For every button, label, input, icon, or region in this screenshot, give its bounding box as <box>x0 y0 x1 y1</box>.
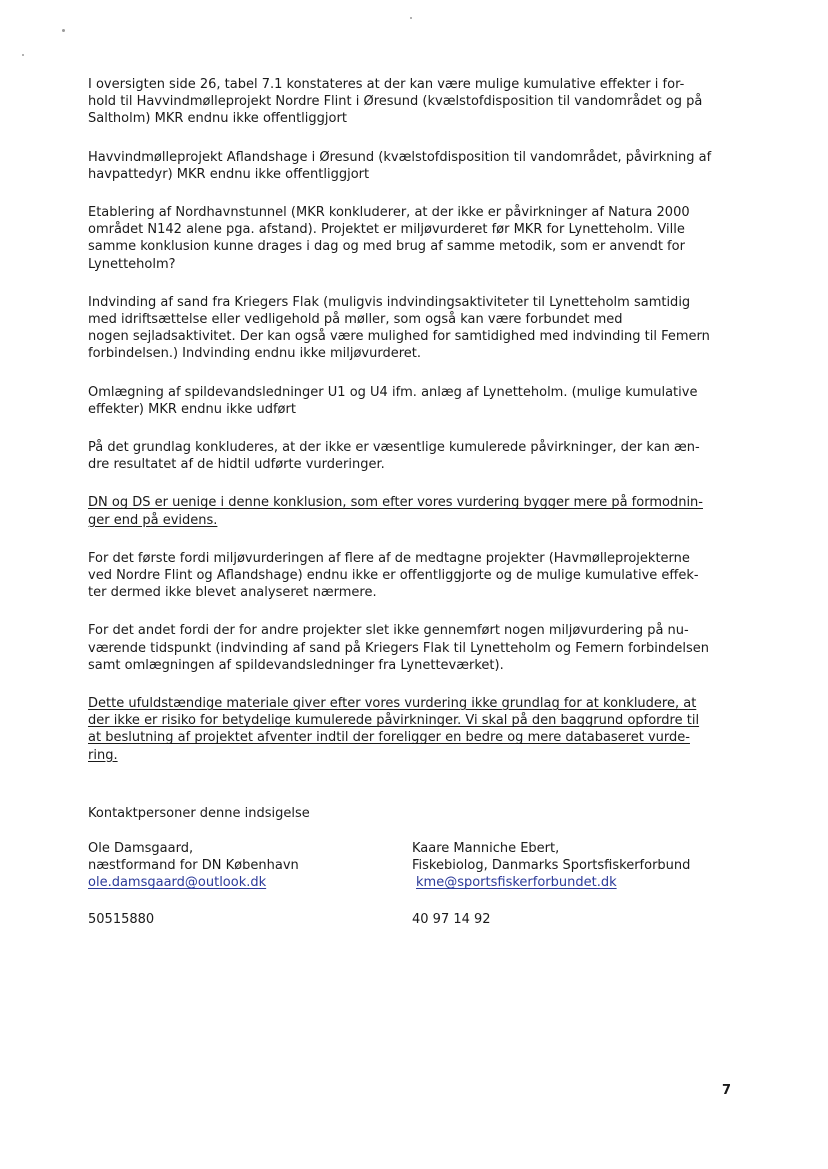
paragraph: På det grundlag konkluderes, at der ikke er væsentlige kumulerede påvirkninger, der kan æn- dre resultatet af de hidtil udførte vurderinger. <box>88 440 700 473</box>
paragraph: Omlægning af spildevandsledninger U1 og U4 ifm. anlæg af Lynetteholm. (mulige kumulative effekter) MKR endnu ikke udført <box>88 384 698 417</box>
contact-name: Ole Damsgaard, <box>88 841 194 856</box>
underlined-paragraph: Dette ufuldstændige materiale giver efter vores vurdering ikke grundlag for at konkludere, at der ikke er risiko for betydelige kumulerede påvirkninger. Vi skal på den baggrund opfordre til at beslutning af projektet afventer indtil der foreligger en bedre og mere databaseret vurde- ring. <box>88 696 700 763</box>
contact-email-link[interactable]: ole.damsgaard@outlook.dk <box>88 875 267 891</box>
contact-phone: 40 97 14 92 <box>412 912 491 927</box>
scan-speck <box>62 29 65 32</box>
scan-speck <box>410 17 412 19</box>
body-text <box>88 76 736 785</box>
contact-left <box>88 840 299 892</box>
paragraph: For det andet fordi der for andre projekter slet ikke gennemført nogen miljøvurdering på nu- værende tidspunkt (indvinding af sand på Kriegers Flak til Lynetteholm og Femern forbindelsen samt omlægningen af spildevandsledninger fra Lynetteværket). <box>88 623 709 673</box>
contact-email-link[interactable]: kme@sportsfiskerforbundet.dk <box>416 875 617 891</box>
contact-name: Kaare Manniche Ebert, <box>412 841 560 856</box>
scan-speck <box>22 54 24 56</box>
contact-role: Fiskebiolog, Danmarks Sportsfiskerforbund <box>412 858 691 874</box>
underlined-paragraph: DN og DS er uenige i denne konklusion, som efter vores vurdering bygger mere på formodnin- ger end på evidens. <box>88 495 703 528</box>
paragraph: Etablering af Nordhavnstunnel (MKR konkluderer, at der ikke er påvirkninger af Natura 2000 området N142 alene pga. afstand). Projektet er miljøvurderet før MKR for Lynetteholm. Ville samme konklusion kunne drages i dag og med brug af samme metodik, som er anvendt for Lynetteholm? <box>88 205 690 272</box>
contact-role: næstformand for DN København <box>88 858 299 874</box>
paragraph: I oversigten side 26, tabel 7.1 konstateres at der kan være mulige kumulative effekter i for- hold til Havvindmølleprojekt Nordre Flint i Øresund (kvælstofdisposition til vandområdet og på Saltholm) MKR endnu ikke offentliggjort <box>88 77 703 127</box>
contact-right <box>412 840 690 892</box>
paragraph: Indvinding af sand fra Kriegers Flak (muligvis indvindingsaktiviteter til Lynetteholm samtidig med idriftsættelse eller vedligehold på møller, som også kan være forbundet med nogen sejladsaktivitet. Der kan også være mulighed for samtidighed med indvinding til Femern forbindelsen.) Indvinding endnu ikke miljøvurderet. <box>88 294 710 362</box>
page-number: 7 <box>721 1083 731 1098</box>
contact-phone: 50515880 <box>88 912 155 927</box>
paragraph: Havvindmølleprojekt Aflandshage i Øresund (kvælstofdisposition til vandområdet, påvirkning af havpattedyr) MKR endnu ikke offentliggjort <box>88 149 712 182</box>
paragraph: For det første fordi miljøvurderingen af flere af de medtagne projekter (Havmølleprojekterne ved Nordre Flint og Aflandshage) endnu ikke er offentliggjorte og de mulige kumulative effek- ter dermed ikke blevet analyseret nærmere. <box>88 550 699 601</box>
contacts-heading: Kontaktpersoner denne indsigelse <box>88 806 310 821</box>
